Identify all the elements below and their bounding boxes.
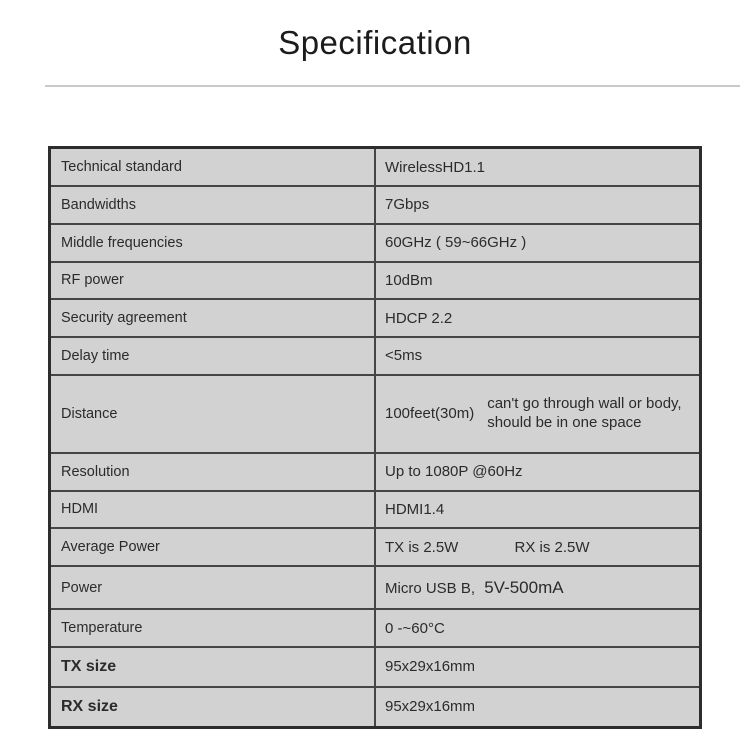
spec-row-bandwidths xyxy=(50,186,701,224)
spec-value xyxy=(375,566,701,610)
spec-value: 10dBm xyxy=(375,262,701,300)
spec-value: 60GHz ( 59~66GHz ) xyxy=(375,224,701,262)
spec-value: 7Gbps xyxy=(375,186,701,224)
spec-row-security-agreement xyxy=(50,299,701,337)
spec-label: Bandwidths xyxy=(50,186,376,224)
spec-row-average-power xyxy=(50,528,701,566)
distance-note-line2: should be in one space xyxy=(487,413,642,431)
distance-value-group xyxy=(385,395,699,433)
distance-note-line1: can't go through wall or body, xyxy=(487,394,682,412)
spec-value xyxy=(375,375,701,453)
average-power-rx: RX is 2.5W xyxy=(514,538,590,556)
spec-label: Average Power xyxy=(50,528,376,566)
title-divider xyxy=(45,85,740,87)
spec-value: <5ms xyxy=(375,337,701,375)
spec-label: RX size xyxy=(50,687,376,728)
spec-value: 95x29x16mm xyxy=(375,687,701,728)
spec-row-delay-time xyxy=(50,337,701,375)
spec-label: Delay time xyxy=(50,337,376,375)
spec-row-technical-standard xyxy=(50,148,701,187)
spec-row-rx-size xyxy=(50,687,701,728)
page-title: Specification xyxy=(278,24,472,61)
spec-label: TX size xyxy=(50,647,376,687)
power-prefix: Micro USB B, xyxy=(385,579,476,597)
power-suffix: 5V-500mA xyxy=(484,577,564,597)
spec-value: HDMI1.4 xyxy=(375,491,701,529)
spec-row-tx-size xyxy=(50,647,701,687)
distance-note xyxy=(487,395,681,433)
spec-row-hdmi xyxy=(50,491,701,529)
spec-label: Middle frequencies xyxy=(50,224,376,262)
spec-label: Power xyxy=(50,566,376,610)
spec-label: RF power xyxy=(50,262,376,300)
spec-value: WirelessHD1.1 xyxy=(375,148,701,187)
spec-row-power xyxy=(50,566,701,610)
spec-label: Technical standard xyxy=(50,148,376,187)
spec-label: Security agreement xyxy=(50,299,376,337)
spec-value: Up to 1080P @60Hz xyxy=(375,453,701,491)
spec-value: HDCP 2.2 xyxy=(375,299,701,337)
spec-label: Temperature xyxy=(50,609,376,647)
spec-label: Distance xyxy=(50,375,376,453)
spec-row-rf-power xyxy=(50,262,701,300)
spec-row-resolution xyxy=(50,453,701,491)
spec-table xyxy=(48,146,702,729)
spec-value: 95x29x16mm xyxy=(375,647,701,687)
spec-value xyxy=(375,528,701,566)
spec-row-temperature xyxy=(50,609,701,647)
distance-value: 100feet(30m) xyxy=(385,405,475,423)
spec-row-distance xyxy=(50,375,701,453)
spec-label: Resolution xyxy=(50,453,376,491)
average-power-tx: TX is 2.5W xyxy=(385,538,459,556)
spec-value: 0 -~60°C xyxy=(375,609,701,647)
spec-row-middle-frequencies xyxy=(50,224,701,262)
spec-label: HDMI xyxy=(50,491,376,529)
